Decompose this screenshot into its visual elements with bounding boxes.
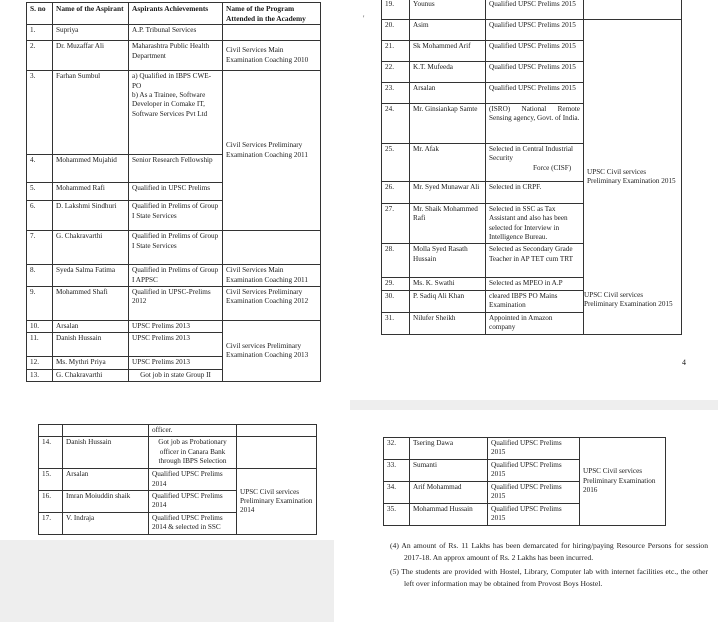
- table-row: 21. Sk Mohammed Arif Qualified UPSC Prelims 2015: [382, 41, 682, 62]
- note-5: (5) The students are provided with Hostel, Library, Computer lab with internet facilities etc., the other left over information may be obtained from Provost Boys Hostel.: [390, 567, 708, 589]
- page-bottom-right: [350, 400, 718, 622]
- notes: [390, 540, 708, 593]
- table-row: 34. Arif Mohammad Qualified UPSC Prelims 2015: [384, 482, 666, 504]
- page-top-left: [0, 0, 334, 388]
- header-program: Name of the Program Attended in the Academy: [223, 3, 321, 25]
- program-cell: Civil Services Preliminary Examination Coaching 2012: [223, 286, 321, 320]
- table-row: 29. Ms. K. Swathi Selected as MPEO in A.P: [382, 278, 682, 290]
- page-number: 4: [682, 358, 686, 367]
- table-row: 5. Mohammed Rafi Qualified in UPSC Prelims: [27, 183, 321, 201]
- table-row: 15. Arsalan Qualified UPSC Prelims 2014 UPSC Civil services Preliminary Examination 2014: [39, 469, 317, 491]
- table-row: officer.: [39, 425, 317, 437]
- aspirants-table-2: [381, 0, 682, 335]
- table-row: 3. Farhan Sumbul a) Qualified in IBPS CWE-PO b) As a Trainee, Software Developer in Comake IT, Software Services Pvt Ltd Civil Services Preliminary Examination Coaching 2011: [27, 71, 321, 155]
- table-row: 7. G. Chakravarthi Qualified in Prelims of Group I State Services: [27, 231, 321, 265]
- header-achievements: Aspirants Achievements: [129, 3, 223, 25]
- table-row: 8. Syeda Salma Fatima Qualified in Prelims of Group I APPSC Civil Services Main Examination Coaching 2011: [27, 265, 321, 287]
- aspirants-table-1: [26, 2, 321, 382]
- table-row: 25. Mr. Afak Selected in Central Industrial Security Force (CISF): [382, 144, 682, 182]
- table-row: 32. Tsering Dawa Qualified UPSC Prelims 2015 UPSC Civil services Preliminary Examination 2016: [384, 438, 666, 460]
- table-header: [27, 3, 321, 25]
- table-row: 17. V. Indraja Qualified UPSC Prelims 2014 & selected in SSC: [39, 512, 317, 534]
- page-edge-mark: ': [363, 14, 365, 23]
- table-row: 16. Imran Moiuddin shaik Qualified UPSC Prelims 2014: [39, 491, 317, 513]
- program-cell: Civil Services Preliminary Examination Coaching 2011: [223, 71, 321, 231]
- table-row: 31. Nilufer Sheikh Appointed in Amazon company: [382, 312, 682, 334]
- table-row: 27. Mr. Shaik Mohammed Rafi Selected in SSC as Tax Assistant and also has been selected for Interview in Intelligence Bureau.: [382, 204, 682, 244]
- table-row: 9. Mohammed Shafi Qualified in UPSC-Prelims 2012 Civil Services Preliminary Examination Coaching 2012: [27, 286, 321, 320]
- program-cell: UPSC Civil services Preliminary Examination 2014: [237, 469, 317, 534]
- program-cell: Civil Services Main Examination Coaching 2010: [223, 41, 321, 71]
- page-top-right: [355, 0, 718, 388]
- table-row: 6. D. Lakshmi Sindhuri Qualified in Prelims of Group I State Services: [27, 201, 321, 231]
- program-cell: UPSC Civil services Preliminary Examination 2015: [584, 20, 682, 335]
- table-row: 1. Supriya A.P. Tribunal Services: [27, 25, 321, 41]
- aspirants-table-3: [38, 424, 317, 535]
- aspirants-table-4: [383, 437, 666, 526]
- program-cell: Civil Services Main Examination Coaching 2011: [223, 265, 321, 287]
- note-4: (4) An amount of Rs. 11 Lakhs has been demarcated for hiring/paying Resource Persons for session 2017-18. An approx amount of Rs. 2 Lakhs has been incurred.: [390, 541, 708, 563]
- table-row: 2. Dr. Muzaffar Ali Maharashtra Public Health Department Civil Services Main Examination Coaching 2010: [27, 41, 321, 71]
- table-row: 14. Danish Hussain Got job as Probationary officer in Canara Bank through IBPS Selection: [39, 437, 317, 469]
- table-row: 13. G. Chakravarthi Got job in state Group II: [27, 369, 321, 381]
- table-row: 19. Younus Qualified UPSC Prelims 2015: [382, 0, 682, 20]
- table-row: 24. Mr. Ginsiankap Samte (ISRO) National Remote Sensing agency, Govt. of India.: [382, 104, 682, 144]
- table-row: 22. K.T. Mufeeda Qualified UPSC Prelims 2015: [382, 62, 682, 83]
- table-row: 33. Sumanti Qualified UPSC Prelims 2015: [384, 460, 666, 482]
- program-cell: Civil services Preliminary Examination Coaching 2013: [223, 320, 321, 381]
- table-row: 4. Mohammed Mujahid Senior Research Fellowship: [27, 155, 321, 183]
- table-row: 12. Ms. Mythri Priya UPSC Prelims 2013: [27, 357, 321, 369]
- program-cell: UPSC Civil services Preliminary Examination 2016: [580, 438, 666, 526]
- table-row: 23. Arsalan Qualified UPSC Prelims 2015: [382, 83, 682, 104]
- page-bottom-left: [0, 400, 334, 622]
- table-row: 35. Mohammad Hussain Qualified UPSC Prelims 2015: [384, 504, 666, 526]
- table-row: 28. Molla Syed Rasath Hussain Selected as Secondary Grade Teacher in AP TET cum TRT: [382, 244, 682, 278]
- header-sno: S. no: [27, 3, 53, 25]
- program-label-2: UPSC Civil services Preliminary Examination 2015: [584, 291, 676, 310]
- table-row: 11. Danish Hussain UPSC Prelims 2013: [27, 333, 321, 357]
- header-name: Name of the Aspirant: [53, 3, 129, 25]
- table-row: 10. Arsalan UPSC Prelims 2013 Civil services Preliminary Examination Coaching 2013: [27, 320, 321, 332]
- table-row: 20. Asim Qualified UPSC Prelims 2015 UPSC Civil services Preliminary Examination 2015: [382, 20, 682, 41]
- table-row: 30. P. Sadiq Ali Khan cleared IBPS PO Mains Examination: [382, 290, 682, 312]
- table-row: 26. Mr. Syed Munawar Ali Selected in CRPF.: [382, 182, 682, 204]
